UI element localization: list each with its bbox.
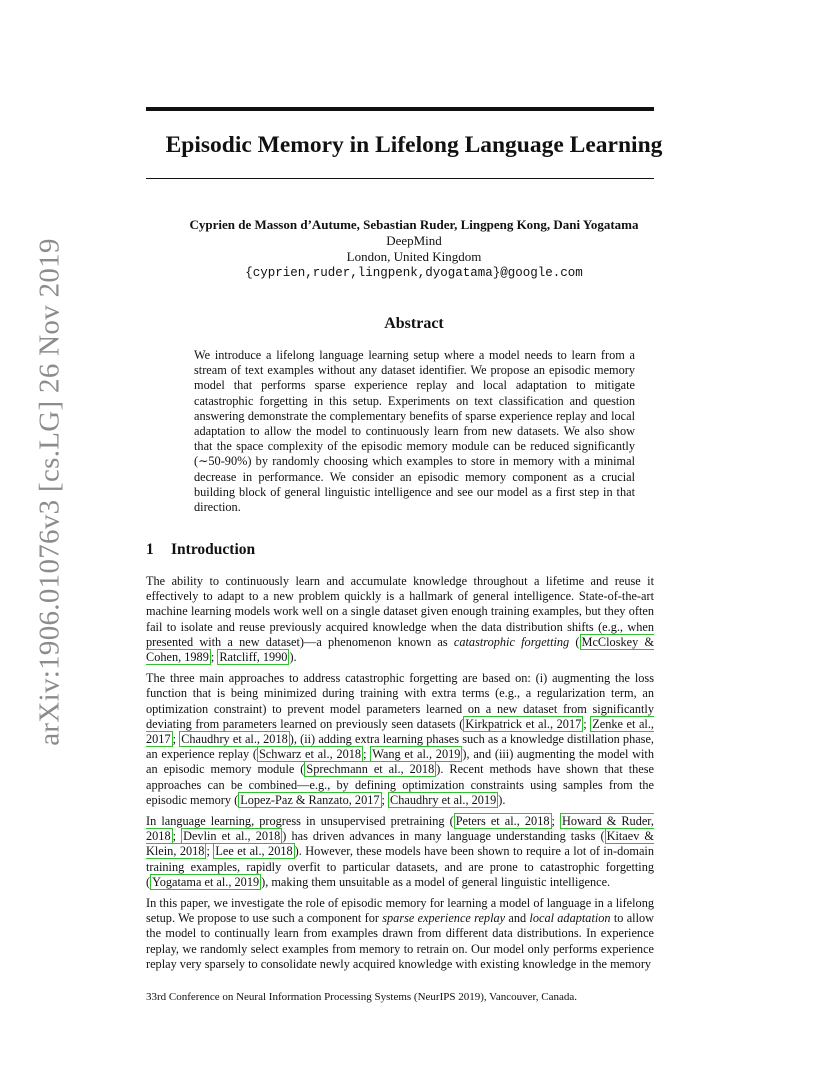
text-span: ; [551, 814, 561, 829]
author-block [146, 217, 682, 281]
author-email[interactable]: {cyprien,ruder,lingpenk,dyogatama}@google.com [245, 266, 583, 280]
emphasis: local adaptation [529, 911, 611, 926]
text-span: ), and (iii) augmenting the model with an episodic memory module ( [146, 747, 654, 777]
text-span: ; [381, 792, 389, 807]
text-span: ( [569, 634, 580, 649]
arxiv-identifier: arXiv:1906.01076v3 [cs.LG] 26 Nov 2019 [33, 238, 66, 746]
text-span: ; [363, 747, 371, 762]
text-span: ). Recent methods have shown that these approaches can be combined—e.g., by defining optimization constraints using samples from the episodic memory ( [146, 762, 654, 807]
text-span: ; [210, 650, 218, 665]
paragraph-2 [146, 671, 654, 808]
text-span: ; [583, 716, 591, 731]
text-span: ). [498, 792, 506, 807]
emphasis: catastrophic forgetting [453, 634, 570, 649]
citation-link[interactable]: Chaudhry et al., 2018 [181, 732, 288, 747]
paragraph-4 [146, 896, 654, 972]
text-span: ). [289, 650, 297, 665]
citation-link[interactable]: Ratcliff, 1990 [219, 650, 288, 665]
citation-link[interactable]: McCloskey & Cohen, 1989 [146, 634, 655, 665]
body-text [146, 574, 654, 978]
text-span: ; [206, 844, 214, 859]
section-heading [146, 540, 255, 560]
text-span: In language learning, progress in unsupervised pretraining ( [146, 814, 454, 829]
citation-link[interactable]: Zenke et al., 2017 [146, 716, 654, 747]
title-rule-top [146, 107, 654, 111]
citation-link[interactable]: Devlin et al., 2018 [183, 829, 281, 844]
paragraph-1 [146, 574, 654, 665]
text-span: The ability to continuously learn and accumulate knowledge throughout a lifetime and reuse it effectively to adapt to a new problem quickly is a hallmark of general intelligence. State-of-the-art machine learning models work well on a single dataset given enough training examples, but they often fail to isolate and reuse previously acquired knowledge when the data distribution shifts (e.g., when presented with a new dataset)—a phenomenon known as [146, 574, 654, 649]
text-span: ; [172, 732, 180, 747]
citation-link[interactable]: Lee et al., 2018 [215, 844, 293, 859]
text-span: and [505, 911, 530, 926]
citation-link[interactable]: Yogatama et al., 2019 [152, 874, 260, 889]
text-span: ). However, these models have been shown to require a lot of in-domain training examples, rapidly overfit to particular datasets, and are prone to catastrophic forgetting ( [146, 844, 654, 889]
text-span: ) has driven advances in many language understanding tasks ( [282, 829, 605, 844]
paper-title: Episodic Memory in Lifelong Language Learning [165, 132, 663, 158]
title-rule-bottom [146, 178, 654, 179]
text-span: ; [172, 829, 182, 844]
citation-link[interactable]: Kirkpatrick et al., 2017 [465, 716, 582, 731]
citation-link[interactable]: Lopez-Paz & Ranzato, 2017 [240, 792, 380, 807]
location: London, United Kingdom [346, 249, 482, 264]
citation-link[interactable]: Chaudhry et al., 2019 [390, 792, 497, 807]
paragraph-3 [146, 814, 654, 890]
author-names: Cyprien de Masson d’Autume, Sebastian Ruder, Lingpeng Kong, Dani Yogatama [189, 217, 639, 232]
citation-link[interactable]: Sprechmann et al., 2018 [306, 762, 435, 777]
section-title: Introduction [171, 541, 256, 558]
citation-link[interactable]: Peters et al., 2018 [455, 814, 550, 829]
text-span: In this paper, we investigate the role of episodic memory for learning a model of language in a lifelong setup. We propose to use such a component for [146, 896, 654, 926]
emphasis: sparse experience replay [382, 911, 506, 926]
text-span: to allow the model to continually learn from examples drawn from different data distributions. In experience replay, we randomly select examples from memory to retrain on. Our model only performs experience replay very sparsely to consolidate newly acquired knowledge with existing knowledge in the memory [146, 911, 655, 971]
abstract-heading: Abstract [384, 315, 444, 332]
citation-link[interactable]: Schwarz et al., 2018 [258, 747, 362, 762]
text-span: ), (ii) adding extra learning phases such as a knowledge distillation phase, an experience replay ( [146, 732, 655, 762]
abstract-text: We introduce a lifelong language learning setup where a model needs to learn from a stream of text examples without any dataset identifier. We propose an episodic memory model that performs sparse experience replay and local adaptation to mitigate catastrophic forgetting in this setup. Experiments on text classification and question answering demonstrate the complementary benefits of sparse experience replay and local adaptation to allow the model to continuously learn from new datasets. We also show that the space complexity of the episodic memory module can be reduced significantly (∼50-90%) by randomly choosing which examples to store in memory with a minimal decrease in performance. We consider an episodic memory component as a crucial building block of general linguistic intelligence and see our model as a first step in that direction. [194, 348, 635, 515]
citation-link[interactable]: Howard & Ruder, 2018 [146, 814, 654, 844]
section-number: 1 [146, 541, 154, 558]
citation-link[interactable]: Kitaev & Klein, 2018 [146, 829, 654, 859]
affiliation: DeepMind [386, 233, 442, 248]
citation-link[interactable]: Wang et al., 2019 [372, 747, 461, 762]
conference-footnote: 33rd Conference on Neural Information Processing Systems (NeurIPS 2019), Vancouver, Canada. [146, 991, 578, 1003]
text-span: ), making them unsuitable as a model of general linguistic intelligence. [261, 874, 611, 889]
text-span: The three main approaches to address catastrophic forgetting are based on: (i) augmenting the loss function that is being minimized during training with extra terms (e.g., a regularization term, an optimization constraint) to prevent model parameters learned on a new dataset from significantly deviating from parameters learned on previously seen datasets ( [146, 671, 654, 731]
